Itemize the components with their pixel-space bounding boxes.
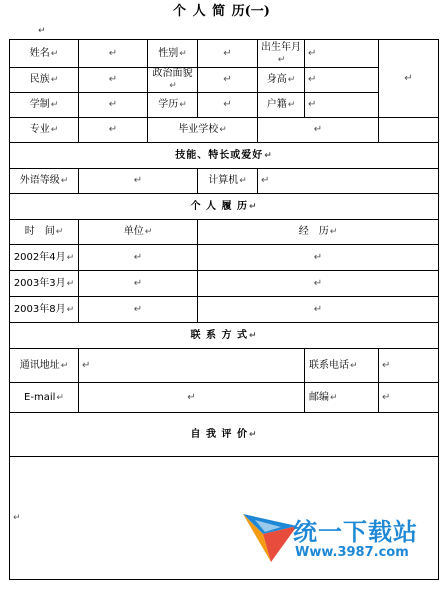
table-row <box>10 297 439 323</box>
experience-unit[interactable]: ↵ <box>79 297 198 323</box>
experience-history[interactable]: ↵ <box>198 271 439 297</box>
major-label: 专业↵ <box>10 118 79 143</box>
name-value[interactable]: ↵ <box>79 40 148 68</box>
resume-table <box>9 39 439 580</box>
experience-unit[interactable]: ↵ <box>79 245 198 271</box>
address-value[interactable]: ↵ <box>79 349 305 383</box>
experience-history[interactable]: ↵ <box>198 297 439 323</box>
table-row <box>10 271 439 297</box>
degree-value[interactable]: ↵ <box>198 93 258 118</box>
birth-value[interactable]: ↵ <box>305 40 379 68</box>
email-label: E-mail↵ <box>10 383 79 413</box>
phone-label: 联系电话↵ <box>305 349 379 383</box>
experience-date: 2003年8月↵ <box>10 297 79 323</box>
email-value[interactable]: ↵ <box>79 383 305 413</box>
political-label: 政治面貌↵ <box>148 68 198 93</box>
self-eval-content[interactable]: ↵ <box>10 457 439 580</box>
experience-history[interactable]: ↵ <box>198 245 439 271</box>
section-skills: 技能、特长或爱好↵ <box>10 143 439 169</box>
education-system-value[interactable]: ↵ <box>79 93 148 118</box>
address-label: 通讯地址↵ <box>10 349 79 383</box>
birth-label: 出生年月↵ <box>258 40 305 68</box>
height-label: 身高↵ <box>258 68 305 93</box>
school-label: 毕业学校↵ <box>148 118 258 143</box>
experience-unit[interactable]: ↵ <box>79 271 198 297</box>
section-experience: 个 人 履 历↵ <box>10 194 439 220</box>
height-value[interactable]: ↵ <box>305 68 379 93</box>
education-system-label: 学制↵ <box>10 93 79 118</box>
paragraph-mark: ↵ <box>38 26 46 36</box>
experience-header-history: 经 历↵ <box>198 220 439 245</box>
ethnicity-label: 民族↵ <box>10 68 79 93</box>
computer-value[interactable]: ↵ <box>258 169 439 194</box>
major-row-blank <box>379 118 439 143</box>
section-self-eval: 自 我 评 价↵ <box>10 413 439 457</box>
experience-date: 2003年3月↵ <box>10 271 79 297</box>
gender-label: 性别↵ <box>148 40 198 68</box>
degree-label: 学历↵ <box>148 93 198 118</box>
language-label: 外语等级↵ <box>10 169 79 194</box>
experience-header-unit: 单位↵ <box>79 220 198 245</box>
photo-box[interactable]: ↵ <box>379 40 439 118</box>
hukou-value[interactable]: ↵ <box>305 93 379 118</box>
watermark-title: 统一下载站 <box>293 518 418 546</box>
experience-date: 2002年4月↵ <box>10 245 79 271</box>
political-value[interactable]: ↵ <box>198 68 258 93</box>
gender-value[interactable]: ↵ <box>198 40 258 68</box>
page-title: 个 人 简 历(一) <box>173 4 270 19</box>
watermark-url: Www.3987.com <box>295 545 409 560</box>
hukou-label: 户籍↵ <box>258 93 305 118</box>
table-row <box>10 245 439 271</box>
postcode-value[interactable]: ↵ <box>379 383 439 413</box>
phone-value[interactable]: ↵ <box>379 349 439 383</box>
postcode-label: 邮编↵ <box>305 383 379 413</box>
watermark <box>241 508 435 568</box>
ethnicity-value[interactable]: ↵ <box>79 68 148 93</box>
section-contact: 联 系 方 式↵ <box>10 323 439 349</box>
language-value[interactable]: ↵ <box>79 169 198 194</box>
name-label: 姓名↵ <box>10 40 79 68</box>
school-value[interactable]: ↵ <box>258 118 379 143</box>
major-value[interactable]: ↵ <box>79 118 148 143</box>
logo-arrow-icon <box>241 510 299 566</box>
experience-header-time: 时 间↵ <box>10 220 79 245</box>
computer-label: 计算机↵ <box>198 169 258 194</box>
